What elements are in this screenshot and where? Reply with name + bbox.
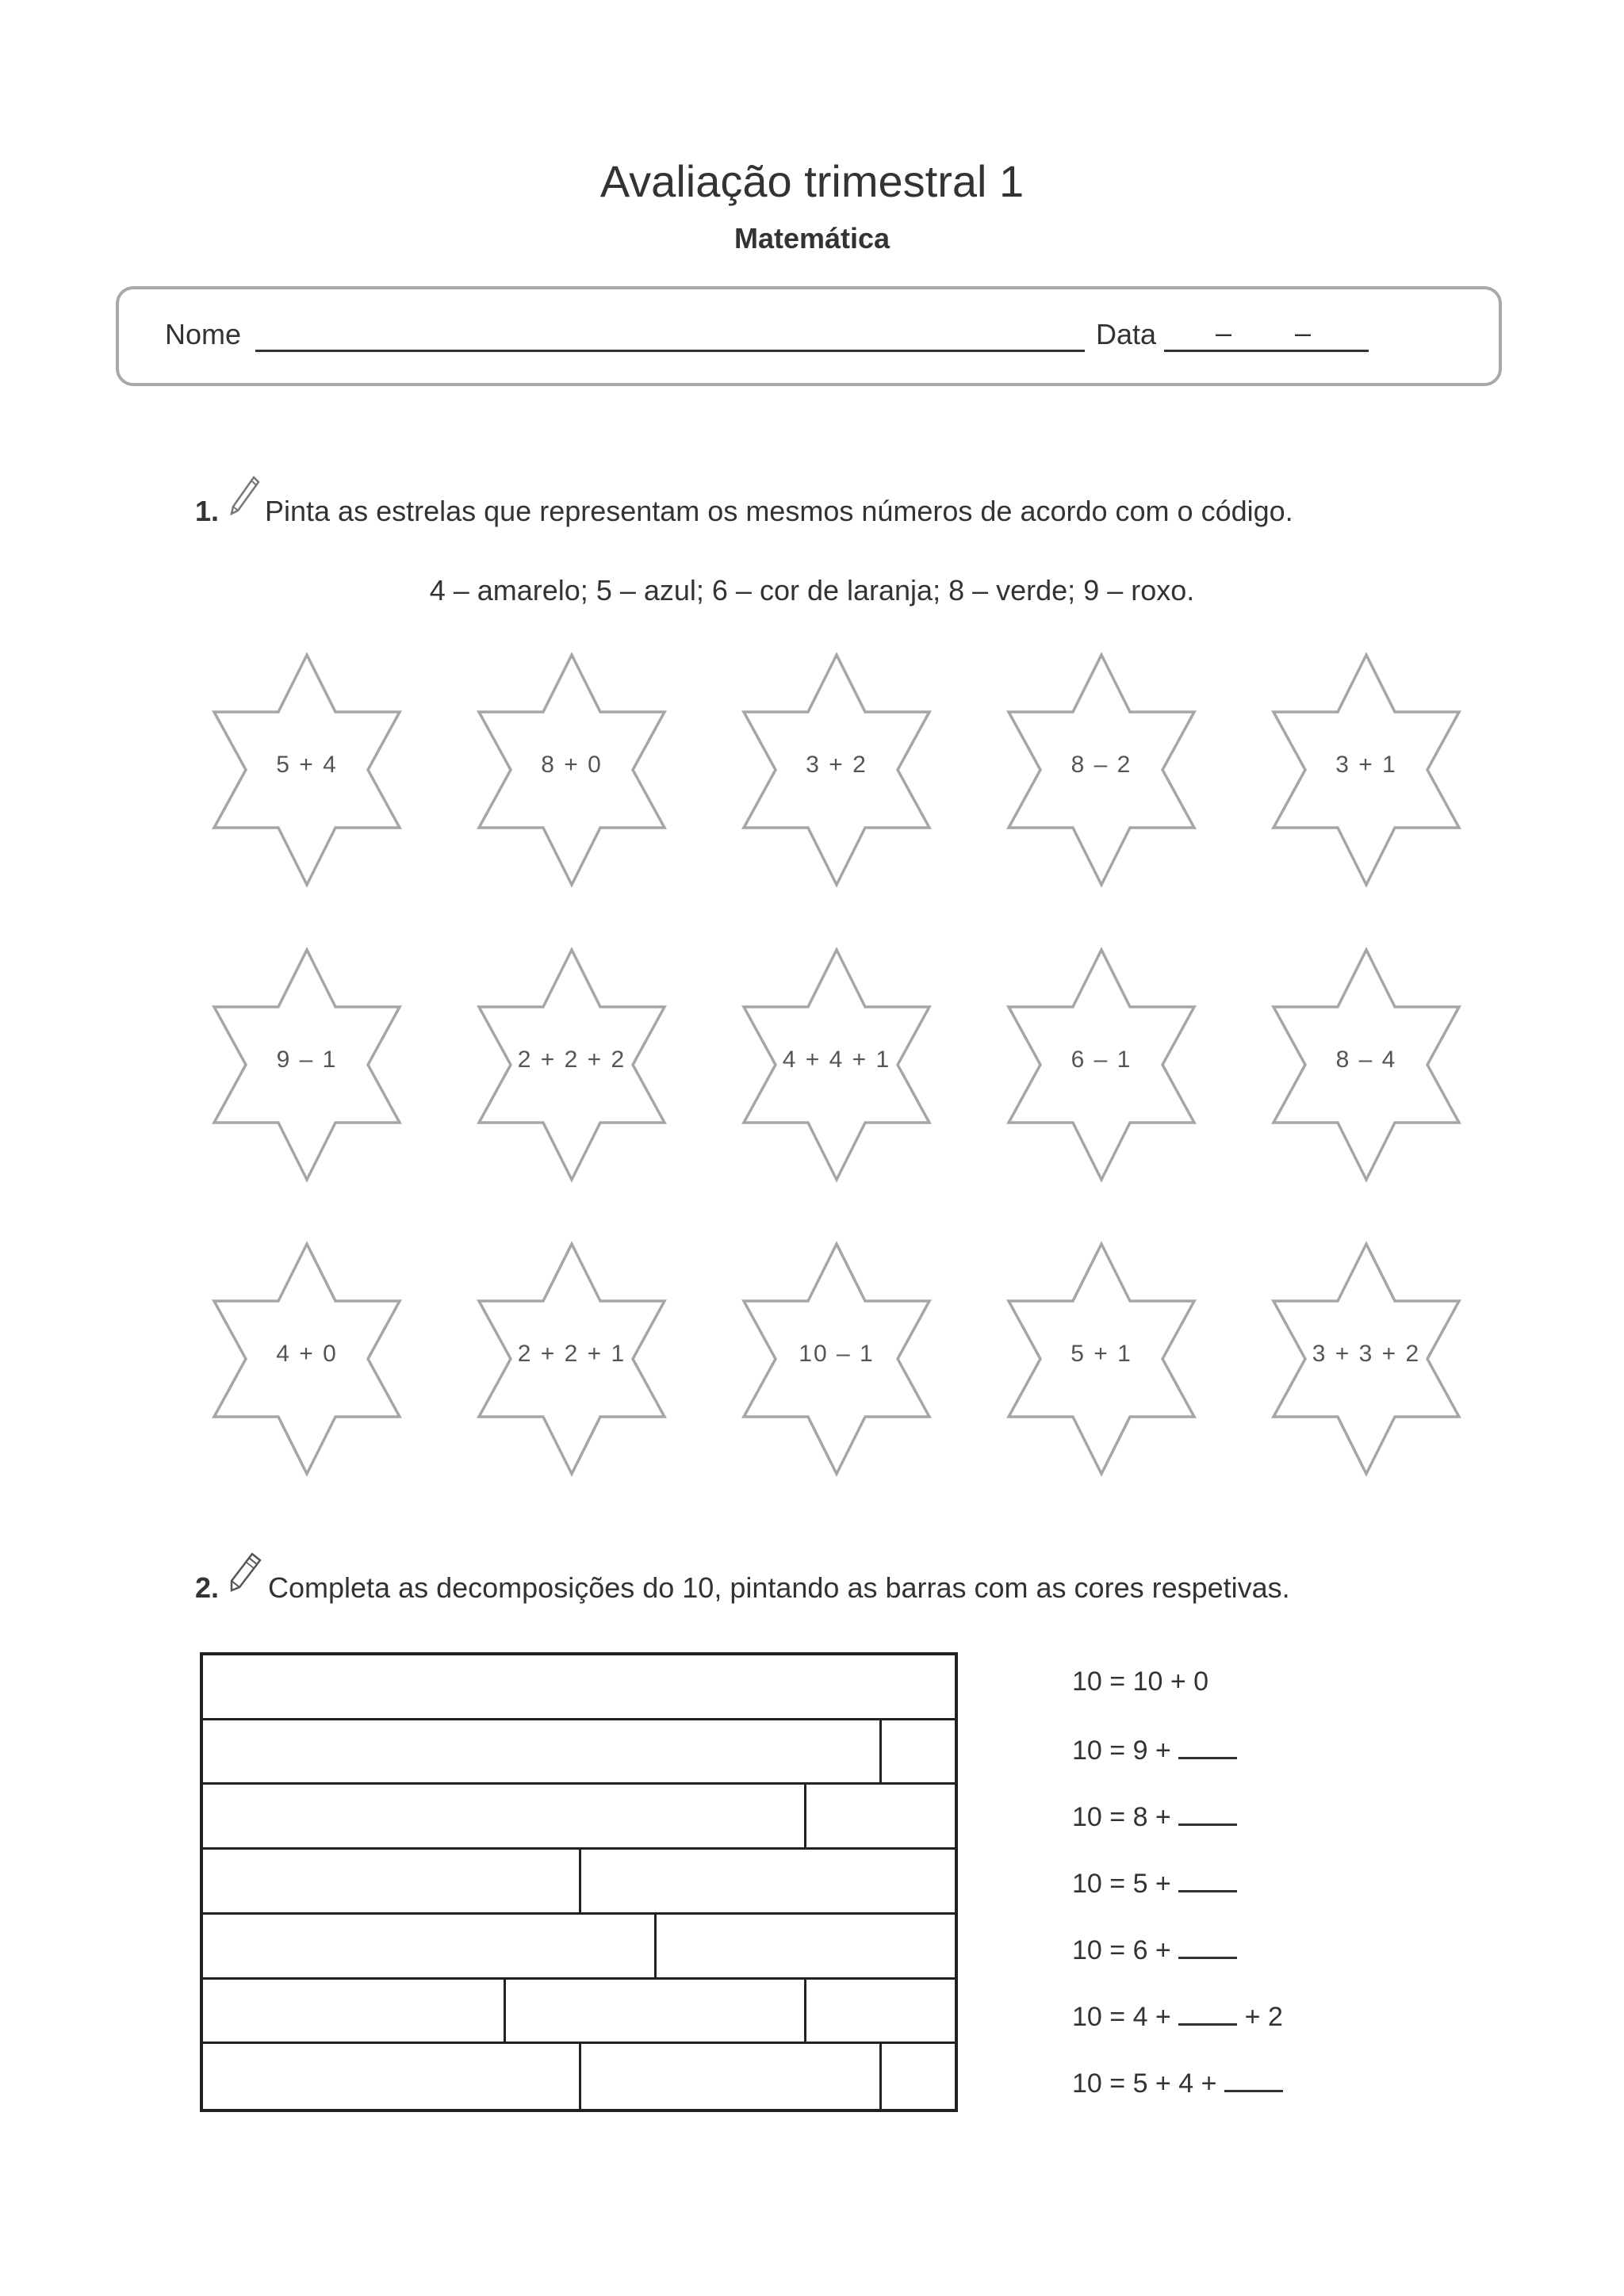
star-6[interactable] [208, 950, 406, 1180]
equation-line [1072, 1999, 1283, 2033]
pencil-icon [225, 1551, 262, 1595]
star-13[interactable] [737, 1244, 936, 1474]
bar-segment[interactable] [203, 1850, 579, 1912]
star-expression: 3 + 1 [1335, 752, 1397, 778]
star-expression: 8 + 0 [541, 752, 603, 778]
equation-text: 10 = 10 + 0 [1072, 1667, 1209, 1697]
star-4[interactable] [1002, 655, 1201, 885]
question-2-instruction: Completa as decomposições do 10, pintando as barras com as cores respetivas. [268, 1571, 1290, 1604]
bar-segment[interactable] [879, 1720, 957, 1783]
equation-text: 10 = 5 + 4 + [1072, 2068, 1224, 2099]
bar-segment[interactable] [203, 2044, 579, 2109]
bar-segment[interactable] [203, 1785, 804, 1847]
bar-segment[interactable] [654, 1915, 957, 1977]
bar-segment[interactable] [579, 2044, 882, 2109]
answer-blank[interactable] [1178, 1866, 1237, 1892]
bar-row [203, 1915, 955, 1980]
pencil-icon [225, 474, 262, 519]
star-expression: 4 + 0 [276, 1341, 338, 1367]
bar-segment[interactable] [203, 1915, 654, 1977]
star-expression: 4 + 4 + 1 [782, 1047, 891, 1073]
equation-text: 10 = 6 + [1072, 1935, 1179, 1965]
equation-line [1072, 1733, 1237, 1766]
equation-text: 10 = 4 + [1072, 2002, 1179, 2032]
bar-row [203, 2044, 955, 2109]
question-2-number: 2. [195, 1571, 220, 1604]
date-dash-1: – [1216, 316, 1232, 349]
star-expression: 10 – 1 [799, 1341, 875, 1367]
bar-row [203, 1850, 955, 1915]
star-3[interactable] [737, 655, 936, 885]
star-11[interactable] [208, 1244, 406, 1474]
bar-segment[interactable] [203, 1720, 879, 1783]
answer-blank[interactable] [1178, 1999, 1237, 2026]
answer-blank[interactable] [1178, 1933, 1237, 1959]
bar-segment[interactable] [504, 1980, 806, 2042]
bar-row [203, 1655, 955, 1720]
question-1-number: 1. [195, 495, 220, 527]
star-expression: 5 + 4 [276, 752, 338, 778]
star-expression: 3 + 2 [806, 752, 868, 778]
star-expression: 3 + 3 + 2 [1312, 1341, 1421, 1367]
date-label: Data [1096, 318, 1157, 350]
star-7[interactable] [473, 950, 671, 1180]
star-expression: 6 – 1 [1071, 1047, 1132, 1073]
star-expression: 8 – 2 [1071, 752, 1132, 778]
star-12[interactable] [473, 1244, 671, 1474]
star-expression: 2 + 2 + 1 [517, 1341, 626, 1367]
star-expression: 2 + 2 + 2 [517, 1047, 626, 1073]
answer-blank[interactable] [1224, 2066, 1283, 2092]
bar-row [203, 1980, 955, 2045]
color-code: 4 – amarelo; 5 – azul; 6 – cor de laranja; 8 – verde; 9 – roxo. [429, 574, 1195, 607]
date-field[interactable] [1164, 350, 1369, 352]
star-10[interactable] [1267, 950, 1465, 1180]
answer-blank[interactable] [1178, 1733, 1237, 1759]
date-dash-2: – [1295, 316, 1312, 349]
star-5[interactable] [1267, 655, 1465, 885]
star-14[interactable] [1002, 1244, 1201, 1474]
equation-line [1072, 1866, 1237, 1900]
star-expression: 5 + 1 [1071, 1341, 1132, 1367]
star-expression: 8 – 4 [1335, 1047, 1397, 1073]
page-title: Avaliação trimestral 1 [599, 156, 1025, 206]
bar-row [203, 1785, 955, 1850]
star-8[interactable] [737, 950, 936, 1180]
equation-line [1072, 1667, 1208, 1697]
equation-suffix: + 2 [1237, 2002, 1283, 2032]
equation-line [1072, 1800, 1237, 1833]
equation-line [1072, 1933, 1237, 1966]
star-1[interactable] [208, 655, 406, 885]
bar-segment[interactable] [879, 2044, 957, 2109]
answer-blank[interactable] [1178, 1800, 1237, 1826]
equation-text: 10 = 8 + [1072, 1802, 1179, 1832]
decomposition-bars [200, 1652, 958, 2112]
bar-row [203, 1720, 955, 1785]
name-field[interactable] [255, 350, 1085, 352]
equation-line [1072, 2066, 1283, 2099]
bar-segment[interactable] [203, 1980, 504, 2042]
bar-segment[interactable] [804, 1980, 957, 2042]
star-15[interactable] [1267, 1244, 1465, 1474]
equation-text: 10 = 5 + [1072, 1869, 1179, 1899]
star-2[interactable] [473, 655, 671, 885]
subject-title: Matemática [733, 222, 891, 254]
student-info-box [116, 286, 1502, 386]
bar-segment[interactable] [804, 1785, 957, 1847]
equation-text: 10 = 9 + [1072, 1735, 1179, 1766]
name-label: Nome [165, 318, 242, 350]
star-expression: 9 – 1 [276, 1047, 338, 1073]
bar-segment[interactable] [579, 1850, 957, 1912]
bar-segment[interactable] [203, 1655, 955, 1718]
star-9[interactable] [1002, 950, 1201, 1180]
question-1-instruction: Pinta as estrelas que representam os mesmos números de acordo com o código. [265, 495, 1293, 527]
